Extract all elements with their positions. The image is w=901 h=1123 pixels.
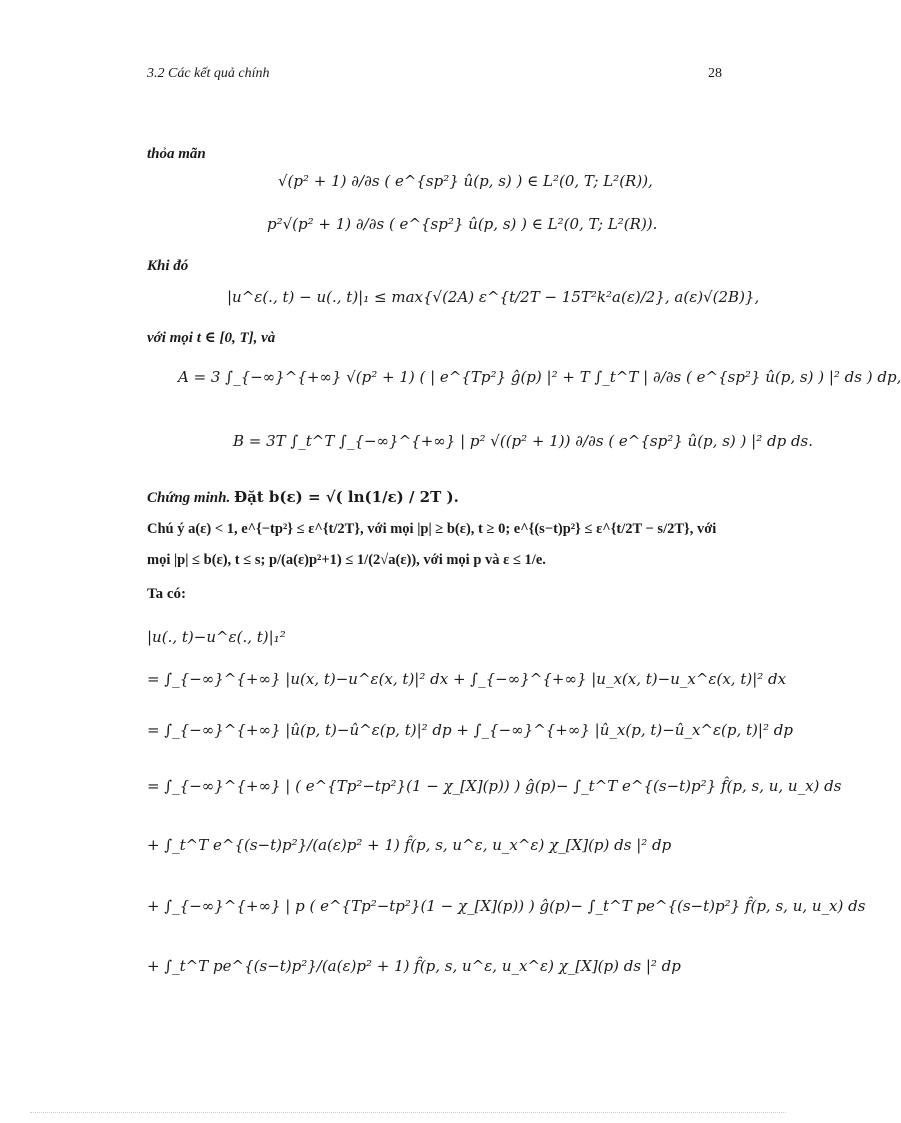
note-line-1: Chú ý a(ε) < 1, e^{−tp²} ≤ ε^{t/2T}, với mọi |p| ≥ b(ε), t ≥ 0; e^{(s−t)p²} ≤ ε^{t/2T − s/2T}, với [147, 521, 717, 537]
derivation-line-1: |u(., t)−u^ε(., t)|₁² [147, 628, 286, 646]
condition-1: √(p² + 1) ∂/∂s ( e^{sp²} û(p, s) ) ∈ L²(0, T; L²(R)), [278, 172, 653, 190]
page-number: 28 [708, 66, 722, 81]
condition-2: p²√(p² + 1) ∂/∂s ( e^{sp²} û(p, s) ) ∈ L²(0, T; L²(R)). [267, 215, 658, 233]
derivation-line-5: + ∫_t^T e^{(s−t)p²}/(a(ε)p² + 1) f̂(p, s, u^ε, u_x^ε) χ_[X](p) ds |² dp [147, 836, 672, 854]
ta-co: Ta có: [147, 586, 187, 602]
thoa-man: thỏa mãn [147, 146, 206, 162]
note-line-2: mọi |p| ≤ b(ε), t ≤ s; p/(a(ε)p²+1) ≤ 1/(2√a(ε)), với mọi p và ε ≤ 1/e. [147, 552, 546, 568]
with-all-t: với mọi t ∈ [0, T], và [147, 330, 276, 346]
khi-do: Khi đó [147, 258, 189, 274]
derivation-line-2: = ∫_{−∞}^{+∞} |u(x, t)−u^ε(x, t)|² dx + ∫_{−∞}^{+∞} |u_x(x, t)−u_x^ε(x, t)|² dx [147, 670, 787, 688]
proof-definition: Đặt b(ε) = √( ln(1/ε) / 2T ). [233, 488, 459, 506]
derivation-line-7: + ∫_t^T pe^{(s−t)p²}/(a(ε)p² + 1) f̂(p, s, u^ε, u_x^ε) χ_[X](p) ds |² dp [147, 957, 681, 975]
running-header: 3.2 Các kết quả chính [147, 66, 270, 81]
proof-line [147, 488, 459, 507]
derivation-line-6: + ∫_{−∞}^{+∞} | p ( e^{Tp²−tp²}(1 − χ_[X](p)) ) ĝ(p)− ∫_t^T pe^{(s−t)p²} f̂(p, s, u, u_x) ds [147, 897, 866, 915]
equation-B: B = 3T ∫_t^T ∫_{−∞}^{+∞} | p² √((p² + 1)) ∂/∂s ( e^{sp²} û(p, s) ) |² dp ds. [233, 432, 814, 450]
error-bound: |u^ε(., t) − u(., t)|₁ ≤ max{√(2A) ε^{t/2T − 15T²k²a(ε)/2}, a(ε)√(2B)}, [227, 288, 760, 306]
proof-label: Chứng minh. [147, 490, 231, 506]
derivation-line-3: = ∫_{−∞}^{+∞} |û(p, t)−û^ε(p, t)|² dp + ∫_{−∞}^{+∞} |û_x(p, t)−û_x^ε(p, t)|² dp [147, 721, 793, 739]
page-bottom-border [30, 1112, 786, 1113]
equation-A: A = 3 ∫_{−∞}^{+∞} √(p² + 1) ( | e^{Tp²} ĝ(p) |² + T ∫_t^T | ∂/∂s ( e^{sp²} û(p, s) ) |² ds ) dp, [178, 368, 901, 386]
derivation-line-4: = ∫_{−∞}^{+∞} | ( e^{Tp²−tp²}(1 − χ_[X](p)) ) ĝ(p)− ∫_t^T e^{(s−t)p²} f̂(p, s, u, u_x) ds [147, 777, 842, 795]
